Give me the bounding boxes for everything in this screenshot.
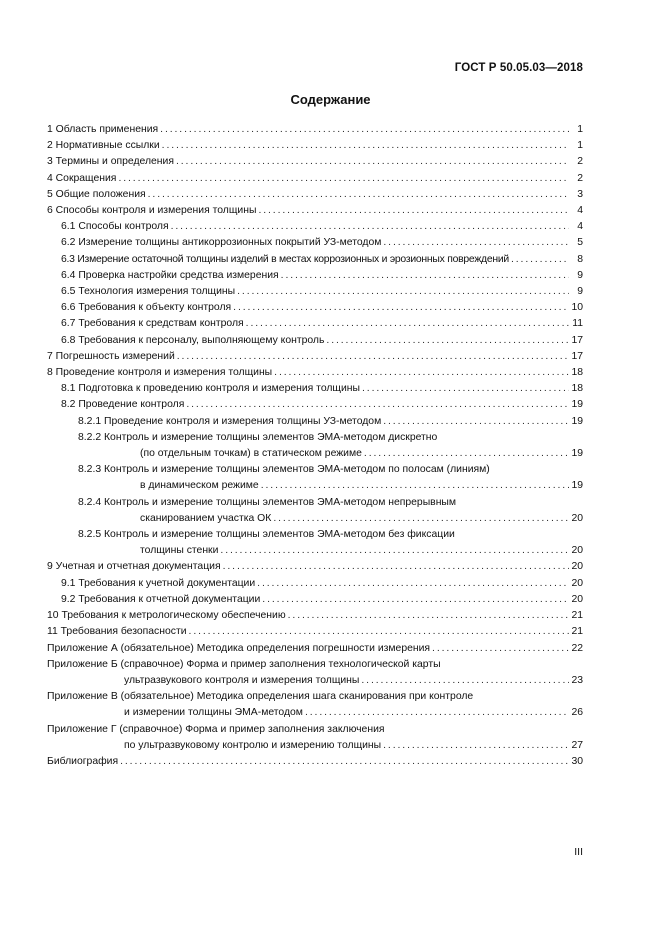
toc-entry[interactable]	[47, 576, 583, 592]
toc-entry[interactable]	[47, 300, 583, 316]
toc-page-number: 30	[571, 755, 583, 767]
toc-page-number: 17	[571, 350, 583, 362]
toc-entry[interactable]	[47, 219, 583, 235]
toc-entry[interactable]	[47, 138, 583, 154]
leader-dots	[189, 624, 569, 640]
toc-entry[interactable]	[47, 430, 583, 462]
toc-entry-title: 8.2.1 Проведение контроля и измерения толщины УЗ-методом	[78, 415, 382, 427]
toc-entry[interactable]	[47, 657, 583, 689]
toc-entry-title: 6.8 Требования к персоналу, выполняющему контроль	[61, 334, 325, 346]
toc-entry[interactable]	[47, 187, 583, 203]
leader-dots	[281, 268, 569, 284]
leader-dots	[220, 543, 569, 559]
toc-entry[interactable]	[47, 252, 583, 268]
leader-dots	[361, 673, 569, 689]
page-number: III	[574, 846, 583, 858]
toc-entry[interactable]	[47, 154, 583, 170]
toc-page-number: 19	[571, 448, 583, 460]
toc-page-number: 1	[577, 124, 583, 135]
toc-entry-title: 8 Проведение контроля и измерения толщины	[47, 367, 273, 379]
toc-entry-title: 8.2.3 Контроль и измерение толщины элементов ЭМА-методом по полосам (линиям)	[78, 464, 490, 476]
toc-page-number: 11	[572, 318, 583, 330]
toc-entry-title-continuation: сканированием участка ОК	[140, 512, 272, 524]
toc-entry[interactable]	[47, 624, 583, 640]
leader-dots	[261, 478, 569, 494]
leader-dots	[362, 381, 569, 397]
toc-entry[interactable]	[47, 349, 583, 365]
leader-dots	[148, 187, 569, 203]
toc-page-number: 3	[577, 188, 583, 200]
toc-page-number: 9	[577, 286, 583, 298]
toc-page-number: 20	[571, 512, 583, 524]
leader-dots	[258, 203, 569, 219]
toc-entry[interactable]	[47, 171, 583, 187]
toc-entry[interactable]	[47, 397, 583, 413]
document-code: ГОСТ Р 50.05.03—2018	[454, 62, 583, 74]
toc-entry-title: 6.3 Измерение остаточной толщины изделий в местах коррозионных и эрозионных повреждений	[61, 253, 509, 265]
leader-dots	[162, 138, 569, 154]
toc-page-number: 20	[571, 561, 583, 573]
toc-entry-title: 9.2 Требования к отчетной документации	[61, 593, 261, 605]
toc-entry[interactable]	[47, 235, 583, 251]
leader-dots	[257, 576, 569, 592]
toc-entry-title: 11 Требования безопасности	[47, 626, 187, 638]
page-title: Содержание	[290, 92, 371, 107]
toc-page-number: 17	[571, 334, 583, 346]
toc-entry[interactable]	[47, 495, 583, 527]
toc-entry-title-continuation: толщины стенки	[140, 545, 219, 557]
leader-dots	[237, 284, 569, 300]
toc-entry-title: 10 Требования к метрологическому обеспечению	[47, 610, 286, 622]
leader-dots	[171, 219, 569, 235]
toc-entry-title: 4 Сокращения	[47, 172, 117, 184]
leader-dots	[274, 365, 569, 381]
leader-dots	[364, 446, 569, 462]
toc-page-number: 21	[571, 626, 583, 638]
toc-page-number: 23	[571, 674, 583, 686]
toc-entry-title: 6.7 Требования к средствам контроля	[61, 318, 244, 330]
toc-entry[interactable]	[47, 754, 583, 770]
toc-entry[interactable]	[47, 592, 583, 608]
leader-dots	[383, 235, 569, 251]
toc-entry-title: 8.2.2 Контроль и измерение толщины элементов ЭМА-методом дискретно	[78, 431, 438, 443]
toc-entry[interactable]	[47, 268, 583, 284]
leader-dots	[511, 252, 569, 268]
toc-page-number: 20	[571, 593, 583, 605]
table-of-contents	[47, 122, 583, 770]
toc-entry-title: 6 Способы контроля и измерения толщины	[47, 205, 257, 217]
toc-entry-title: 6.5 Технология измерения толщины	[61, 286, 236, 298]
toc-entry-title: Приложение В (обязательное) Методика определения шага сканирования при контроле	[47, 691, 474, 703]
leader-dots	[120, 754, 569, 770]
toc-entry-title: 3 Термины и определения	[47, 156, 174, 168]
toc-page-number: 22	[571, 642, 583, 654]
toc-page-number: 4	[577, 221, 583, 233]
toc-entry[interactable]	[47, 462, 583, 494]
toc-page-number: 20	[571, 577, 583, 589]
toc-entry-title: 6.2 Измерение толщины антикоррозионных покрытий УЗ-методом	[61, 237, 382, 249]
toc-entry-title-continuation: в динамическом режиме	[140, 480, 259, 492]
toc-page-number: 18	[571, 383, 583, 395]
leader-dots	[383, 414, 569, 430]
leader-dots	[233, 300, 569, 316]
toc-entry-title: 8.2.5 Контроль и измерение толщины элементов ЭМА-методом без фиксации	[78, 529, 455, 541]
leader-dots	[432, 641, 569, 657]
toc-entry[interactable]	[47, 608, 583, 624]
toc-entry-title-continuation: и измерении толщины ЭМА-методом	[124, 707, 303, 719]
toc-page-number: 2	[577, 172, 583, 184]
toc-entry-title: 7 Погрешность измерений	[47, 350, 175, 362]
toc-page-number: 19	[571, 415, 583, 427]
leader-dots	[223, 559, 569, 575]
leader-dots	[176, 154, 569, 170]
leader-dots	[177, 349, 569, 365]
toc-entry-title: 1 Область применения	[47, 124, 159, 135]
leader-dots	[246, 316, 569, 332]
leader-dots	[186, 397, 569, 413]
toc-page-number: 10	[571, 302, 583, 314]
leader-dots	[383, 738, 569, 754]
toc-entry-title: 9 Учетная и отчетная документация	[47, 561, 221, 573]
toc-entry[interactable]	[47, 559, 583, 575]
toc-page-number: 9	[577, 269, 583, 281]
toc-entry[interactable]	[47, 365, 583, 381]
toc-page-number: 26	[571, 707, 583, 719]
toc-entry[interactable]	[47, 333, 583, 349]
toc-entry-title: 8.2.4 Контроль и измерение толщины элементов ЭМА-методом непрерывным	[78, 496, 457, 508]
toc-entry-title: 9.1 Требования к учетной документации	[61, 577, 256, 589]
toc-page-number: 27	[571, 739, 583, 751]
toc-entry[interactable]	[47, 316, 583, 332]
toc-entry-title: Приложение Б (справочное) Форма и пример заполнения технологической карты	[47, 658, 441, 670]
leader-dots	[305, 705, 569, 721]
toc-entry-title: 2 Нормативные ссылки	[47, 140, 160, 152]
leader-dots	[326, 333, 569, 349]
toc-entry-title: 8.1 Подготовка к проведению контроля и измерения толщины	[61, 383, 360, 395]
toc-page-number: 21	[571, 610, 583, 622]
toc-page-number: 1	[577, 140, 583, 152]
toc-entry[interactable]	[47, 284, 583, 300]
toc-page-number: 20	[571, 545, 583, 557]
toc-entry-title: Библиография	[47, 755, 119, 767]
toc-entry[interactable]	[47, 527, 583, 559]
toc-entry[interactable]	[47, 414, 583, 430]
leader-dots	[118, 171, 569, 187]
toc-entry-title: 5 Общие положения	[47, 188, 146, 200]
toc-entry[interactable]	[47, 722, 583, 754]
toc-entry-title-continuation: ультразвукового контроля и измерения толщины	[124, 674, 360, 686]
toc-page-number: 4	[577, 205, 583, 217]
toc-page-number: 19	[571, 399, 583, 411]
toc-entry-title-continuation: по ультразвуковому контролю и измерению толщины	[124, 739, 382, 751]
toc-page-number: 5	[577, 237, 583, 249]
leader-dots	[273, 511, 569, 527]
toc-page-number: 8	[577, 253, 583, 265]
toc-entry[interactable]	[47, 203, 583, 219]
toc-entry[interactable]	[47, 689, 583, 721]
toc-page-number: 2	[577, 156, 583, 168]
toc-page-number: 18	[571, 367, 583, 379]
toc-entry-title: 6.6 Требования к объекту контроля	[61, 302, 232, 314]
toc-entry-title: Приложение Г (справочное) Форма и пример заполнения заключения	[47, 723, 385, 735]
toc-entry[interactable]	[47, 122, 583, 138]
toc-entry-title: 6.4 Проверка настройки средства измерения	[61, 269, 279, 281]
leader-dots	[262, 592, 569, 608]
leader-dots	[160, 122, 569, 138]
toc-entry[interactable]	[47, 641, 583, 657]
toc-entry[interactable]	[47, 381, 583, 397]
leader-dots	[288, 608, 569, 624]
toc-entry-title-continuation: (по отдельным точкам) в статическом режиме	[140, 448, 362, 460]
toc-entry-title: Приложение А (обязательное) Методика определения погрешности измерения	[47, 642, 431, 654]
toc-entry-title: 8.2 Проведение контроля	[61, 399, 185, 411]
toc-page-number: 19	[571, 480, 583, 492]
toc-entry-title: 6.1 Способы контроля	[61, 221, 169, 233]
